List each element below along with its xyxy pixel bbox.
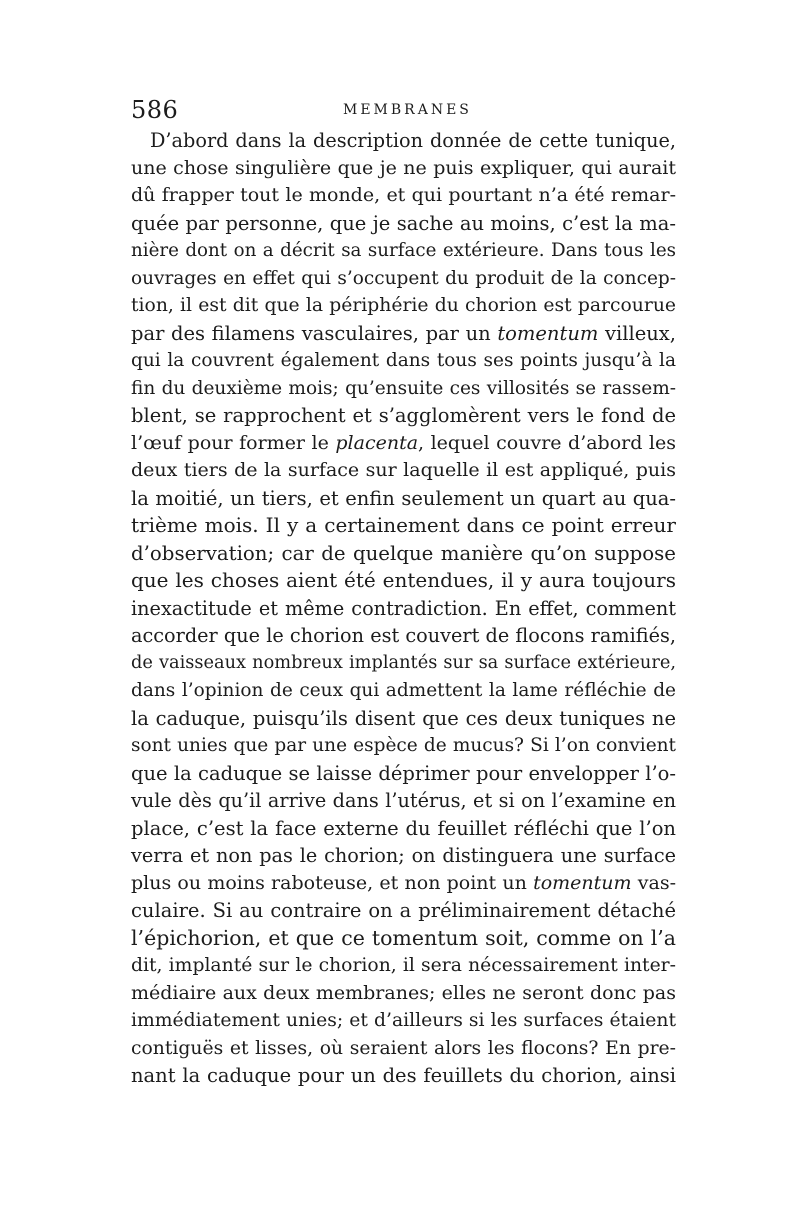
- text-line: ouvrages en effet qui s’occupent du produit de la concep-: [131, 267, 676, 289]
- page-header: [131, 95, 676, 125]
- text-line: [131, 870, 676, 898]
- text-line: tion, il est dit que la périphérie du chorion est parcourue: [131, 295, 676, 316]
- page-number: 586: [131, 96, 179, 124]
- text-line: nière dont on a décrit sa surface extérieure. Dans tous les: [131, 240, 676, 261]
- text-line: quée par personne, que je sache au moins, c’est la ma-: [131, 211, 676, 235]
- text-line: qui la couvrent également dans tous ses points jusqu’à la: [131, 350, 676, 371]
- body-text: [131, 127, 676, 1090]
- text-line: dû frapper tout le monde, et qui pourtant n’a été remar-: [131, 184, 676, 206]
- text-line: contiguës et lisses, où seraient alors les flocons? En pre-: [131, 1037, 676, 1059]
- italic-term: tomentum: [497, 321, 599, 345]
- text-line: l’épichorion, et que ce tomentum soit, comme on l’a: [131, 925, 676, 950]
- text-line: deux tiers de la surface sur laquelle il est appliqué, puis: [131, 459, 676, 481]
- text-line: culaire. Si au contraire on a préliminairement détaché: [131, 899, 676, 922]
- text-line: blent, se rapprochent et s’agglomèrent vers le fond de: [131, 404, 676, 427]
- text-line: [131, 430, 676, 458]
- text-line: D’abord dans la description donnée de cette tunique,: [150, 129, 676, 152]
- text-segment: l’œuf pour former le: [131, 431, 336, 454]
- text-line: de vaisseaux nombreux implantés sur sa surface extérieure,: [131, 652, 676, 673]
- text-line: sont unies que par une espèce de mucus? Si l’on convient: [131, 735, 676, 756]
- text-line: verra et non pas le chorion; on distinguera une surface: [131, 844, 676, 867]
- text-line: trième mois. Il y a certainement dans ce point erreur: [131, 513, 676, 537]
- text-segment: villeux,: [598, 321, 676, 345]
- text-line: immédiatement unies; et d’ailleurs si les surfaces étaient: [131, 1010, 676, 1031]
- text-line: une chose singulière que je ne puis expliquer, qui aurait: [131, 156, 676, 179]
- text-segment: par des filamens vasculaires, par un: [131, 321, 498, 345]
- text-line: fin du deuxième mois; qu’ensuite ces villosités se rassem-: [131, 377, 676, 399]
- text-line: d’observation; car de quelque manière qu’on suppose: [131, 541, 676, 565]
- text-segment: vas-: [631, 871, 676, 894]
- text-line: place, c’est la face externe du feuillet réfléchi que l’on: [131, 816, 676, 840]
- text-segment: , lequel couvre d’abord les: [418, 431, 676, 454]
- text-line: dit, implanté sur le chorion, il sera nécessairement inter-: [131, 955, 676, 976]
- text-line: la moitié, un tiers, et enfin seulement un quart au qua-: [131, 486, 676, 510]
- text-segment: plus ou moins raboteuse, et non point un: [131, 871, 534, 894]
- text-line: médiaire aux deux membranes; elles ne seront donc pas: [131, 981, 676, 1004]
- text-line: que les choses aient été entendues, il y aura toujours: [131, 568, 676, 592]
- text-line: accorder que le chorion est couvert de flocons ramifiés,: [131, 624, 676, 647]
- text-line: que la caduque se laisse déprimer pour envelopper l’o-: [131, 761, 676, 785]
- running-title: MEMBRANES: [343, 102, 472, 118]
- italic-term: placenta: [335, 431, 419, 454]
- italic-term: tomentum: [533, 871, 632, 894]
- text-line: nant la caduque pour un des feuillets du chorion, ainsi: [131, 1064, 676, 1087]
- text-line: inexactitude et même contradiction. En effet, comment: [131, 596, 676, 620]
- text-line: vule dès qu’il arrive dans l’utérus, et si on l’examine en: [131, 789, 676, 812]
- text-line: [131, 320, 676, 348]
- text-line: la caduque, puisqu’ils disent que ces deux tuniques ne: [131, 706, 676, 730]
- text-line: dans l’opinion de ceux qui admettent la lame réfléchie de: [131, 680, 676, 701]
